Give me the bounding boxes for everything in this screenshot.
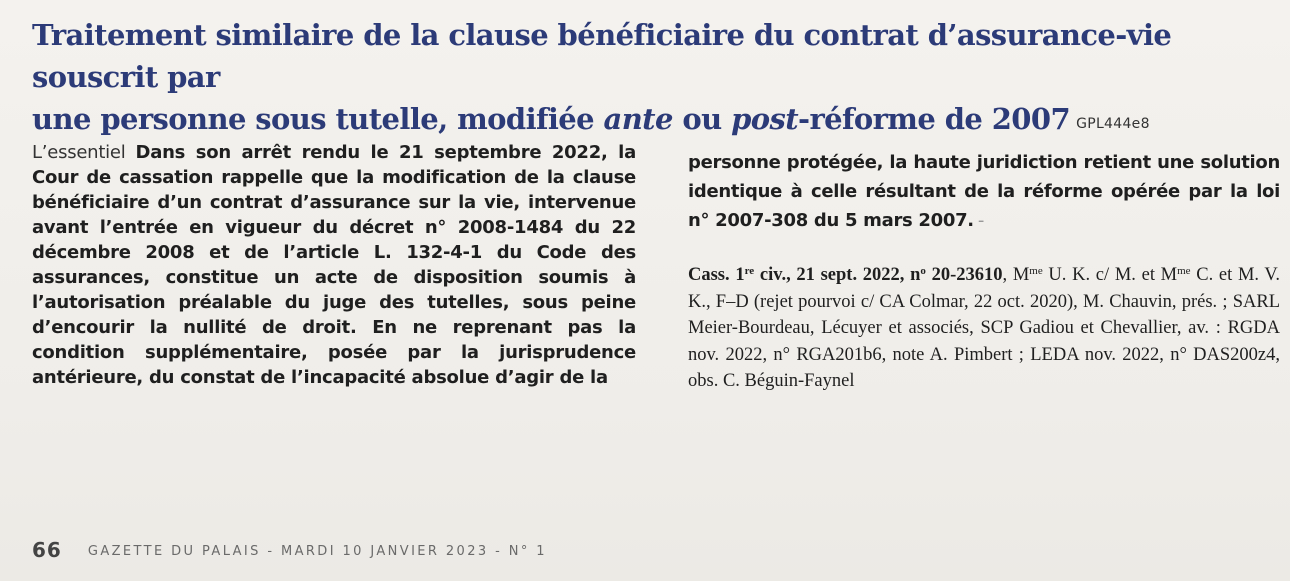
abstract-end-mark: - [977, 210, 985, 231]
title-line-2c: -réforme de 2007 [798, 102, 1071, 136]
abstract-lead: L’essentiel [32, 142, 126, 163]
page-number: 66 [32, 538, 62, 562]
document-code: GPL444e8 [1076, 116, 1150, 132]
page-footer [32, 538, 547, 562]
ref-number-sup: o [920, 265, 926, 277]
ref-court-sup: re [744, 265, 755, 277]
abstract-right-text: personne protégée, la haute juridiction retient une solution identique à celle résultant de la réforme opérée par la loi n° 2007-308 du 5 mars 2007. [688, 152, 1280, 231]
ref-parties-b: U. K. c/ M. et M [1042, 265, 1178, 285]
abstract-left-column [32, 140, 636, 390]
article-title [32, 14, 1272, 145]
ref-court: Cass. 1 [688, 265, 745, 285]
title-line-2a: une personne sous tutelle, modifiée [32, 102, 604, 136]
case-reference [688, 262, 1280, 395]
abstract-left-text: Dans son arrêt rendu le 21 septembre 2022, la Cour de cassation rappelle que la modification de la clause bénéficiaire d’un contrat d’assurance sur la vie, intervenue avant l’entrée en vigueur du décret n° 2008-1484 du 22 décembre 2008 et de l’article L. 132-4-1 du Code des assurances, constitue un acte de disposition soumis à l’autorisation préalable du juge des tutelles, sous peine d’encourir la nullité de droit. En ne reprenant pas la condition supplémentaire, posée par la jurisprudence antérieure, du constat de l’incapacité absolue d’agir de la [32, 142, 636, 388]
ref-date: civ., 21 sept. 2022, n [754, 265, 921, 285]
journal-info: GAZETTE DU PALAIS - MARDI 10 JANVIER 2023 - N° 1 [87, 544, 547, 559]
ref-number: 20-23610 [925, 265, 1003, 285]
ref-parties-a: , M [1002, 265, 1030, 285]
title-ante: ante [603, 102, 673, 136]
ref-parties-b-sup: me [1177, 265, 1191, 277]
title-line-2b: ou [672, 102, 732, 136]
ref-parties-a-sup: me [1029, 265, 1043, 277]
ref-details: C. et M. V. K., F–D (rejet pourvoi c/ CA Colmar, 22 oct. 2020), M. Chauvin, prés. ; SARL Meier-Bourdeau, Lécuyer et associés, SCP Gadiou et Chevallier, av. : RGDA nov. 2022, n° RGA201b6, note A. Pimbert ; LEDA nov. 2022, n° DAS200z4, obs. C. Béguin-Faynel [688, 265, 1281, 391]
abstract-right-column [688, 148, 1280, 235]
title-line-1: Traitement similaire de la clause bénéficiaire du contrat d’assurance-vie souscrit par [32, 18, 1172, 94]
title-post: post [731, 102, 799, 136]
